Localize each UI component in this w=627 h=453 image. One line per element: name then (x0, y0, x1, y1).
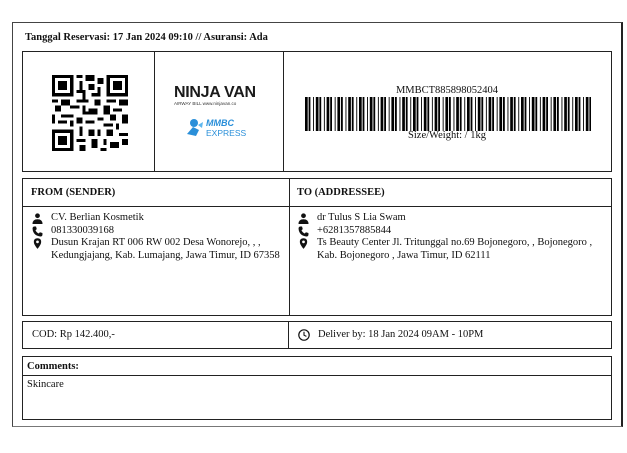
barcode-bar (395, 97, 397, 131)
mmbc-express-logo (184, 114, 254, 140)
barcode-bar (564, 97, 567, 131)
barcode-bar (438, 97, 440, 131)
barcode-bar (335, 97, 336, 131)
comments-heading: Comments: (23, 357, 611, 376)
barcode-bar (384, 97, 386, 131)
sender-address-line (23, 237, 289, 262)
barcode-bar (540, 97, 541, 131)
barcode-bar (305, 97, 308, 131)
barcode-bar (589, 97, 591, 131)
barcode-bar (341, 97, 343, 131)
map-pin-icon (32, 238, 43, 249)
barcode-bar (518, 97, 519, 131)
barcode-bar (481, 97, 483, 131)
barcode-bar (330, 97, 332, 131)
payment-row (22, 321, 612, 349)
barcode-bar (421, 97, 422, 131)
barcode-bar (427, 97, 429, 131)
barcode-bar (363, 97, 365, 131)
barcode-bar (492, 97, 494, 131)
barcode-bar (532, 97, 535, 131)
barcode-bar (327, 97, 330, 131)
barcode-bar (503, 97, 505, 131)
addressee-phone: +6281357885844 (317, 224, 392, 236)
barcode-bar (460, 97, 462, 131)
sender-phone: 081330039168 (51, 224, 114, 236)
barcode-bar (424, 97, 427, 131)
barcode-bar (572, 97, 573, 131)
barcode-bar (309, 97, 311, 131)
barcode-bar (348, 97, 351, 131)
barcode-bar (467, 97, 470, 131)
barcode-bar (445, 97, 448, 131)
barcode-bar (489, 97, 492, 131)
sender-phone-line (23, 225, 289, 238)
qr-cell (23, 52, 155, 171)
addressee-section (289, 179, 611, 315)
addressee-heading: TO (ADDRESSEE) (289, 179, 611, 207)
barcode-bar (497, 97, 498, 131)
barcode-bar (553, 97, 556, 131)
barcode-bar (367, 97, 368, 131)
address-row (22, 178, 612, 316)
barcode-bar (529, 97, 530, 131)
barcode-bar (417, 97, 419, 131)
barcode-bar (521, 97, 524, 131)
barcode-bar (319, 97, 321, 131)
barcode-bar (579, 97, 581, 131)
addressee-address-line (289, 237, 611, 262)
barcode-cell (283, 52, 611, 171)
barcode-bar (546, 97, 548, 131)
person-icon (32, 213, 43, 224)
barcode-bar (378, 97, 379, 131)
barcode-bar (316, 97, 319, 131)
barcode-bar (413, 97, 416, 131)
barcode-bar (435, 97, 438, 131)
barcode-bar (449, 97, 451, 131)
addressee-name: dr Tulus S Lia Swam (317, 212, 406, 223)
barcode-bar (391, 97, 394, 131)
barcode-bar (535, 97, 537, 131)
barcode-bar (464, 97, 465, 131)
barcode-bar (454, 97, 455, 131)
barcode-bar (486, 97, 487, 131)
barcode-bar (443, 97, 444, 131)
barcode-bar (370, 97, 373, 131)
person-icon (298, 213, 309, 224)
barcode-bar (525, 97, 527, 131)
barcode-bar (562, 97, 563, 131)
header-row (22, 51, 612, 172)
barcode-bar (586, 97, 589, 131)
barcode-bar (406, 97, 408, 131)
barcode-bar (337, 97, 340, 131)
barcode-bar (508, 97, 509, 131)
barcode-bar (359, 97, 362, 131)
logo-cell (154, 52, 284, 171)
barcode-bar (381, 97, 384, 131)
delivery-window (289, 322, 611, 348)
barcode-bar (510, 97, 513, 131)
barcode-bar (543, 97, 546, 131)
barcode-bar (432, 97, 433, 131)
sender-heading: FROM (SENDER) (23, 179, 289, 207)
svg-text:MMBC: MMBC (206, 118, 234, 128)
clock-icon (298, 329, 310, 341)
svg-text:EXPRESS: EXPRESS (206, 128, 247, 138)
barcode-bar (456, 97, 459, 131)
sender-name: CV. Berlian Kosmetik (51, 212, 144, 223)
barcode-bar (557, 97, 559, 131)
sender-name-line (23, 212, 289, 225)
phone-icon (32, 226, 43, 237)
barcode-bar (373, 97, 375, 131)
addressee-phone-line (289, 225, 611, 238)
size-weight: Size/Weight: / 1kg (408, 130, 486, 141)
barcode-bar (478, 97, 481, 131)
cod-amount: COD: Rp 142.400,- (23, 322, 289, 348)
barcode-bar (313, 97, 314, 131)
barcode-bar (475, 97, 476, 131)
sender-address: Dusun Krajan RT 006 RW 002 Desa Wonorejo, , , Kedungjajang, Kab. Lumajang, Jawa Timur, ID 67358 (51, 237, 280, 261)
barcode-bar (410, 97, 411, 131)
delivery-text: Deliver by: 18 Jan 2024 09AM - 10PM (318, 329, 484, 340)
comments-box (22, 356, 612, 420)
qr-code (52, 75, 128, 151)
barcode-bar (575, 97, 578, 131)
addressee-address: Ts Beauty Center Jl. Tritunggal no.69 Bojonegoro, , Bojonegoro , Kab. Bojonegoro , Jawa Timur, ID 62111 (317, 237, 593, 261)
addressee-name-line (289, 212, 611, 225)
barcode-bar (346, 97, 347, 131)
barcode-bar (514, 97, 516, 131)
reservation-line: Tanggal Reservasi: 17 Jan 2024 09:10 // Asuransi: Ada (25, 32, 268, 43)
barcode-bar (471, 97, 473, 131)
barcode-bar (499, 97, 502, 131)
ninja-van-logo: NINJA VAN (174, 84, 256, 101)
barcode-bar (568, 97, 570, 131)
barcode-bar (400, 97, 401, 131)
barcode-bar (551, 97, 552, 131)
barcode-bar (389, 97, 390, 131)
barcode-bar (583, 97, 584, 131)
barcode-bar (356, 97, 357, 131)
sender-section (23, 179, 290, 315)
barcode-bar (352, 97, 354, 131)
tracking-number: MMBCT885898052404 (395, 85, 499, 96)
phone-icon (298, 226, 309, 237)
barcode-bar (402, 97, 405, 131)
barcode-bar (324, 97, 325, 131)
map-pin-icon (298, 238, 309, 249)
tracking-barcode (305, 97, 591, 131)
airway-bill-caption: AIRWAY BILL www.ninjavan.co (174, 101, 237, 106)
comments-body: Skincare (27, 379, 64, 390)
